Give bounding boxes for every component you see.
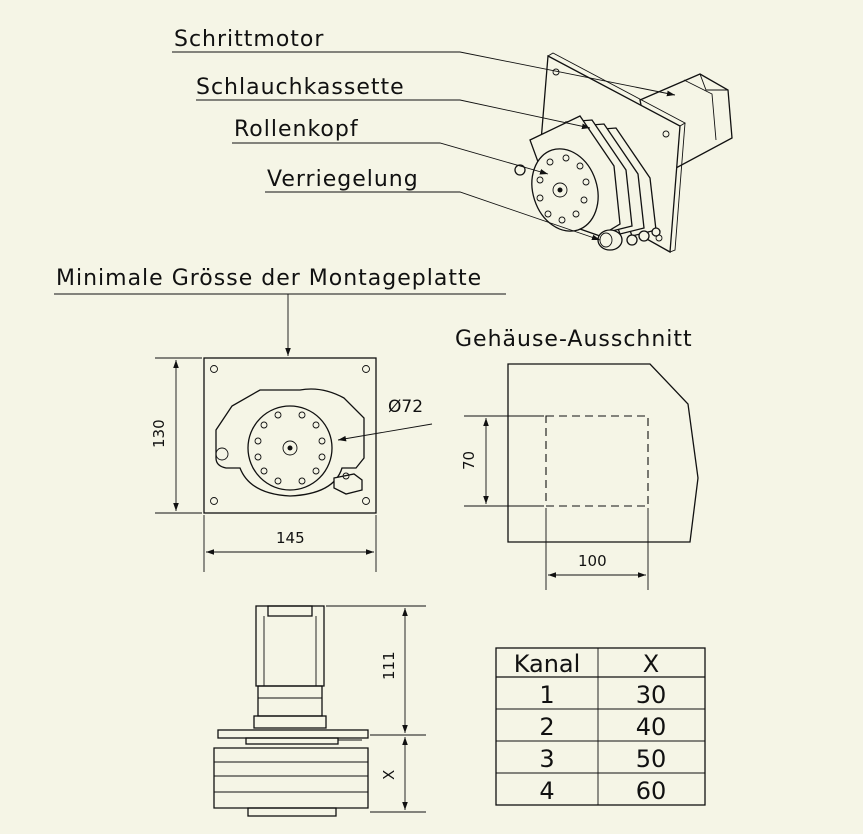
table-cell-x-1: 30 <box>635 681 667 709</box>
table-cell-channel-2: 2 <box>539 713 555 741</box>
label-housing-cutout: Gehäuse-Ausschnitt <box>455 327 693 352</box>
dim-diameter: Ø72 <box>388 397 424 417</box>
side-view-pump <box>214 606 368 816</box>
dim-plate-height: 130 <box>150 419 168 448</box>
label-min-plate: Minimale Grösse der Montageplatte <box>56 266 483 291</box>
label-tube-cassette: Schlauchkassette <box>196 75 405 100</box>
dim-cutout-width: 100 <box>578 552 607 570</box>
table-cell-channel-4: 4 <box>539 777 555 805</box>
table-cell-channel-3: 3 <box>539 745 555 773</box>
dim-side-lines <box>326 606 426 812</box>
table-cell-x-4: 60 <box>635 777 667 805</box>
table-cell-x-2: 40 <box>635 713 667 741</box>
front-view-mounting-plate <box>204 358 432 513</box>
table-cell-channel-1: 1 <box>539 681 555 709</box>
dim-motor-height: 111 <box>380 651 398 680</box>
dim-plate-width: 145 <box>276 529 305 547</box>
table-cell-x-3: 50 <box>635 745 667 773</box>
label-locking: Verriegelung <box>267 167 419 192</box>
label-roller-head: Rollenkopf <box>234 117 359 142</box>
isometric-locking-knob <box>598 230 622 250</box>
table-header-channel: Kanal <box>513 650 581 678</box>
dim-cutout-height: 70 <box>460 450 478 470</box>
dim-cassette-height: X <box>380 769 398 780</box>
table-header-x: X <box>642 650 660 678</box>
label-stepper-motor: Schrittmotor <box>174 27 325 52</box>
